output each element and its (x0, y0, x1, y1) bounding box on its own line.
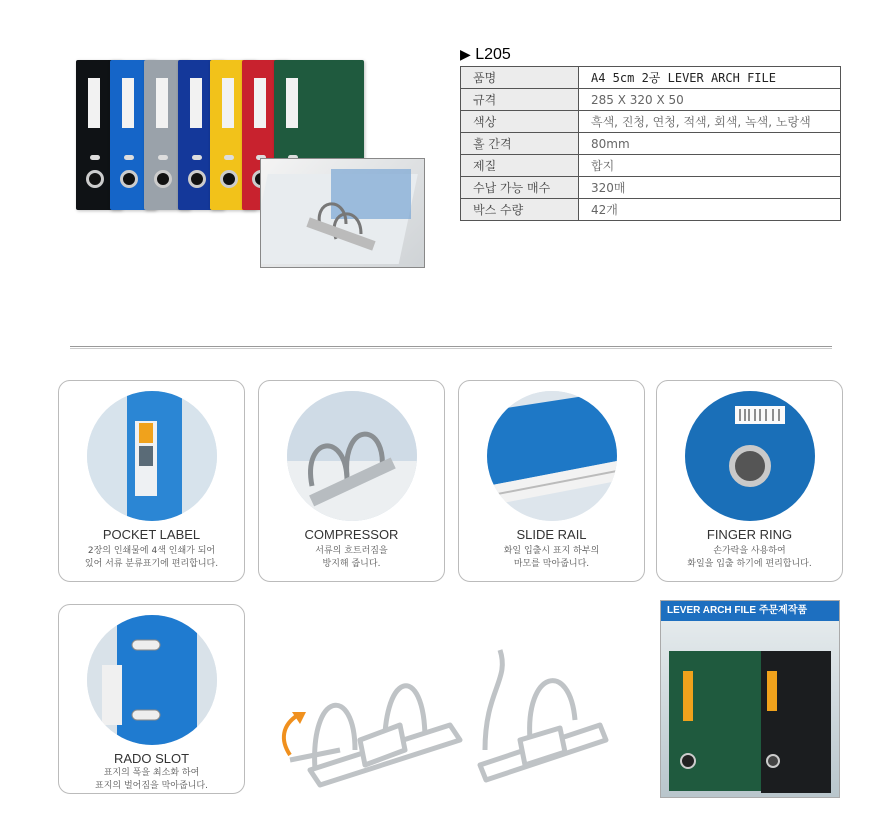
feature-card-slide-rail (458, 380, 645, 582)
spec-value: 320매 (579, 177, 841, 199)
table-row (461, 155, 841, 177)
table-row (461, 177, 841, 199)
table-row (461, 199, 841, 221)
feature-desc: 화일 입출시 표지 하부의 마모를 막아줍니다. (503, 546, 600, 569)
custom-order-promo (660, 600, 840, 798)
section-divider (70, 346, 832, 349)
spec-label: 박스 수량 (461, 199, 579, 221)
lever-mechanism-illustration (270, 630, 610, 790)
rado-slot-photo (87, 615, 217, 745)
finger-ring-photo (685, 391, 815, 521)
compressor-photo (287, 391, 417, 521)
spec-value: A4 5cm 2공 LEVER ARCH FILE (579, 67, 841, 89)
spec-label: 제질 (461, 155, 579, 177)
product-photo (70, 50, 430, 275)
feature-title: RADO SLOT (113, 751, 190, 766)
spec-value: 285 X 320 X 50 (579, 89, 841, 111)
feature-card-pocket-label (58, 380, 245, 582)
spec-table (460, 66, 841, 221)
feature-title: SLIDE RAIL (516, 527, 587, 542)
mechanism-inset-photo (260, 158, 425, 268)
spec-label: 규격 (461, 89, 579, 111)
feature-desc: 2장의 인쇄물에 4색 인쇄가 되어 있어 서류 분류표기에 편리합니다. (84, 546, 219, 569)
spec-label: 색상 (461, 111, 579, 133)
feature-title: POCKET LABEL (102, 527, 201, 542)
feature-card-rado-slot (58, 604, 245, 794)
feature-card-compressor (258, 380, 445, 582)
table-row (461, 111, 841, 133)
product-code-text: L205 (475, 46, 511, 63)
spec-value: 흑색, 진청, 연청, 적색, 회색, 녹색, 노랑색 (579, 111, 841, 133)
spec-label: 품명 (461, 67, 579, 89)
feature-desc: 손가락을 사용하여 화일을 입출 하기에 편리합니다. (687, 546, 812, 569)
promo-title: LEVER ARCH FILE 주문제작품 (661, 601, 839, 621)
feature-desc: 표지의 폭을 최소화 하여 표지의 벌어짐을 막아줍니다. (95, 768, 208, 791)
spec-label: 홀 간격 (461, 133, 579, 155)
product-code (460, 46, 511, 64)
feature-title: COMPRESSOR (304, 527, 399, 542)
table-row (461, 67, 841, 89)
pocket-label-photo (87, 391, 217, 521)
table-row (461, 133, 841, 155)
custom-binders-photo (661, 621, 840, 798)
feature-title: FINGER RING (706, 527, 793, 542)
table-row (461, 89, 841, 111)
slide-rail-photo (487, 391, 617, 521)
spec-value: 42개 (579, 199, 841, 221)
feature-desc: 서류의 흐트러짐을 방지해 줍니다. (315, 546, 388, 569)
play-triangle-icon: ▶ (460, 46, 471, 62)
spec-value: 80mm (579, 133, 841, 155)
spec-value: 합지 (579, 155, 841, 177)
spec-label: 수납 가능 매수 (461, 177, 579, 199)
feature-card-finger-ring (656, 380, 843, 582)
